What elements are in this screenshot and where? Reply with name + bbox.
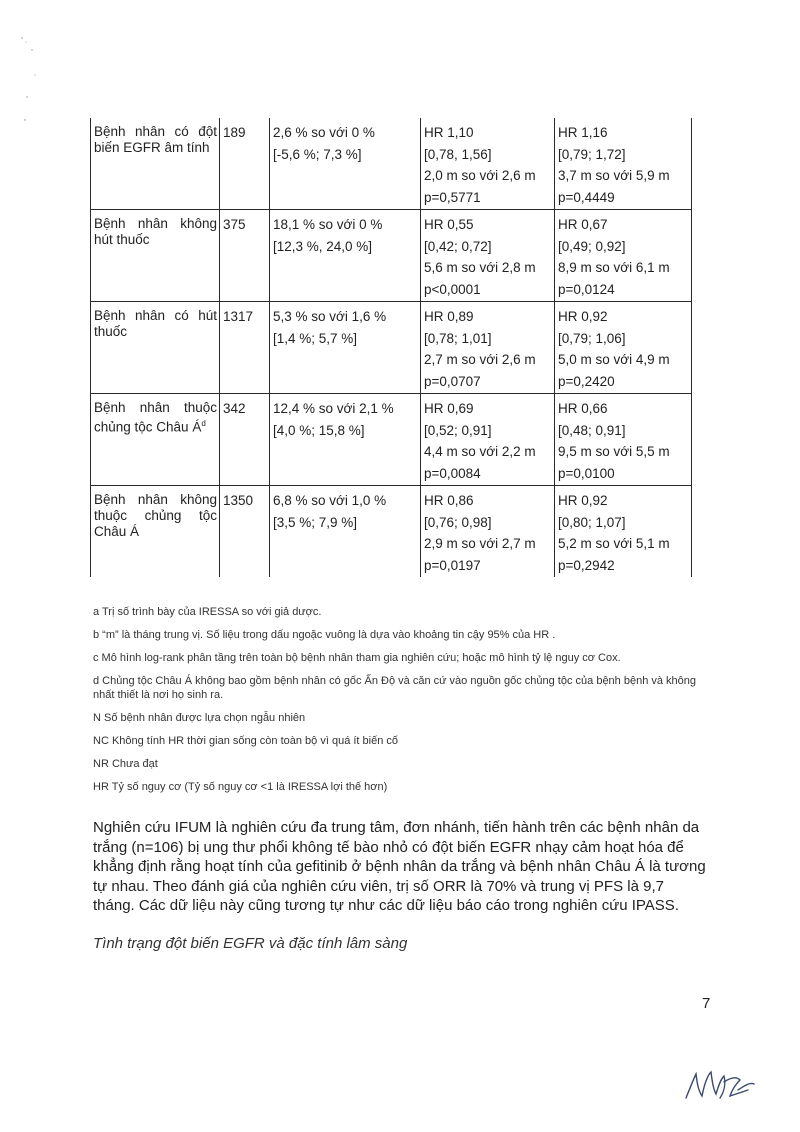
os-cell-line: [0,79; 1,06] [558, 330, 626, 346]
row-label-egfr-negative [91, 118, 220, 210]
pfs-cell-line: p=0,0197 [424, 557, 481, 573]
pfs-cell [421, 486, 555, 578]
os-cell-line: [0,80; 1,07] [558, 514, 626, 530]
orr-cell [270, 486, 421, 578]
os-cell-line: [0,79; 1,72] [558, 146, 626, 162]
table-row [91, 486, 692, 578]
pfs-cell-line: 2,9 m so với 2,7 m [424, 536, 536, 551]
patient-count: 189 [220, 118, 270, 210]
os-cell [555, 118, 692, 210]
orr-cell-line: [3,5 %; 7,9 %] [273, 514, 358, 530]
pfs-cell [421, 302, 555, 394]
os-cell-line: p=0,4449 [558, 189, 615, 205]
footnote-n: N Số bệnh nhân được lựa chọn ngẫu nhiên [93, 712, 306, 724]
os-cell-line: 9,5 m so với 5,5 m [558, 444, 670, 459]
os-cell-line: HR 0,92 [558, 493, 608, 508]
orr-cell-line: [12,3 %, 24,0 %] [273, 238, 373, 254]
os-cell-line: 5,0 m so với 4,9 m [558, 352, 670, 367]
os-cell-line: HR 0,66 [558, 401, 608, 416]
footnote-nr: NR Chưa đạt [93, 758, 158, 770]
pfs-cell-line: [0,78; 1,01] [424, 330, 492, 346]
footnote-a: a Trị số trình bày của IRESSA so với giả dược. [93, 606, 322, 618]
orr-cell [270, 210, 421, 302]
pfs-cell-line: HR 0,89 [424, 309, 474, 324]
table-row [91, 118, 692, 210]
patient-count: 375 [220, 210, 270, 302]
pfs-cell-line: [0,42; 0,72] [424, 238, 492, 254]
row-label-text: Bệnh nhân có hút thuốc [94, 308, 217, 339]
orr-cell [270, 394, 421, 486]
section-subheading: Tình trạng đột biến EGFR và đặc tính lâm sàng [93, 935, 408, 952]
pfs-cell-line: 2,7 m so với 2,6 m [424, 352, 536, 367]
os-cell-line: p=0,0100 [558, 465, 615, 481]
os-cell-line: HR 0,92 [558, 309, 608, 324]
pfs-cell-line: 2,0 m so với 2,6 m [424, 168, 536, 183]
ifum-study-paragraph: Nghiên cứu IFUM là nghiên cứu đa trung tâm, đơn nhánh, tiến hành trên các bệnh nhân da trắng (n=106) bị ung thư phổi không tế bào nhỏ có đột biến EGFR nhạy cảm hoạt hóa để khẳng định rằng hoạt tính của gefitinib ở bệnh nhân da trắng và bệnh nhân Châu Á là tương tự nhau. Theo đánh giá của nghiên cứu viên, trị số ORR là 70% và trung vị PFS là 9,7 tháng. Các dữ liệu này cũng tương tự như các dữ liệu báo cáo trong nghiên cứu IPASS. [93, 819, 706, 914]
os-cell-line: 8,9 m so với 6,1 m [558, 260, 670, 275]
table-row [91, 302, 692, 394]
pfs-cell-line: p=0,5771 [424, 189, 481, 205]
pfs-cell-line: [0,76; 0,98] [424, 514, 492, 530]
os-cell [555, 394, 692, 486]
pfs-cell-line: p<0,0001 [424, 281, 481, 297]
os-cell [555, 210, 692, 302]
row-label-asian [91, 394, 220, 486]
orr-cell-line: 6,8 % so với 1,0 % [273, 493, 387, 508]
os-cell-line: HR 1,16 [558, 125, 608, 140]
pfs-cell-line: [0,52; 0,91] [424, 422, 492, 438]
pfs-cell-line: HR 0,86 [424, 493, 474, 508]
row-label-smoker [91, 302, 220, 394]
pfs-cell-line: HR 0,69 [424, 401, 474, 416]
pfs-cell-line: HR 0,55 [424, 217, 474, 232]
table-footnotes [93, 605, 713, 803]
orr-cell-line: 12,4 % so với 2,1 % [273, 401, 394, 416]
pfs-cell-line: [0,78, 1,56] [424, 146, 492, 162]
os-cell-line: [0,49; 0,92] [558, 238, 626, 254]
orr-cell [270, 302, 421, 394]
subgroup-results-table [90, 118, 692, 577]
orr-cell-line: [4,0 %; 15,8 %] [273, 422, 365, 438]
orr-cell-line: 18,1 % so với 0 % [273, 217, 383, 232]
pfs-cell-line: p=0,0707 [424, 373, 481, 389]
os-cell [555, 302, 692, 394]
orr-cell [270, 118, 421, 210]
row-label-non-asian [91, 486, 220, 578]
page-number: 7 [702, 995, 711, 1012]
pfs-cell-line: p=0,0084 [424, 465, 481, 481]
row-label-text: Bệnh nhân không hút thuốc [94, 216, 217, 247]
pfs-cell-line: 5,6 m so với 2,8 m [424, 260, 536, 275]
pfs-cell [421, 210, 555, 302]
row-label-text: Bệnh nhân không thuộc chủng tộc Châu Á [94, 492, 217, 539]
patient-count: 1317 [220, 302, 270, 394]
os-cell-line: 5,2 m so với 5,1 m [558, 536, 670, 551]
orr-cell-line: [-5,6 %; 7,3 %] [273, 146, 362, 162]
pfs-cell-line: HR 1,10 [424, 125, 474, 140]
footnote-c: c Mô hình log-rank phân tầng trên toàn bộ bệnh nhân tham gia nghiên cứu; hoặc mô hình tỷ lệ nguy cơ Cox. [93, 652, 621, 664]
table-row [91, 210, 692, 302]
row-label-text: Bệnh nhân thuộc chủng tộc Châu $Á^d$ [94, 400, 217, 435]
os-cell-line: [0,48; 0,91] [558, 422, 626, 438]
os-cell-line: p=0,2420 [558, 373, 615, 389]
os-cell-line: p=0,2942 [558, 557, 615, 573]
os-cell-line: p=0,0124 [558, 281, 615, 297]
os-cell-line: 3,7 m so với 5,9 m [558, 168, 670, 183]
footnote-d: d Chủng tộc Châu Á không bao gồm bệnh nhân có gốc Ấn Độ và căn cứ vào nguồn gốc chủng tộc của bệnh bệnh và không nhất thiết là nơi họ sinh ra. [93, 675, 697, 701]
orr-cell-line: 2,6 % so với 0 % [273, 125, 375, 140]
scan-artifacts [10, 20, 50, 130]
handwritten-signature [680, 1060, 760, 1110]
pfs-cell [421, 118, 555, 210]
table-row [91, 394, 692, 486]
row-label-non-smoker [91, 210, 220, 302]
row-label-text: Bệnh nhân có đột biến EGFR âm tính [94, 124, 217, 155]
footnote-hr: HR Tỷ số nguy cơ (Tỷ số nguy cơ <1 là IRESSA lợi thế hơn) [93, 781, 388, 793]
patient-count: 1350 [220, 486, 270, 578]
footnote-b: b “m” là tháng trung vị. Số liệu trong dấu ngoặc vuông là dựa vào khoảng tin cậy 95% của HR . [93, 629, 556, 641]
orr-cell-line: 5,3 % so với 1,6 % [273, 309, 387, 324]
orr-cell-line: [1,4 %; 5,7 %] [273, 330, 358, 346]
footnote-nc: NC Không tính HR thời gian sống còn toàn bộ vì quá ít biến cố [93, 735, 399, 747]
patient-count: 342 [220, 394, 270, 486]
footnote-marker: d [201, 419, 206, 428]
os-cell-line: HR 0,67 [558, 217, 608, 232]
os-cell [555, 486, 692, 578]
pfs-cell [421, 394, 555, 486]
pfs-cell-line: 4,4 m so với 2,2 m [424, 444, 536, 459]
